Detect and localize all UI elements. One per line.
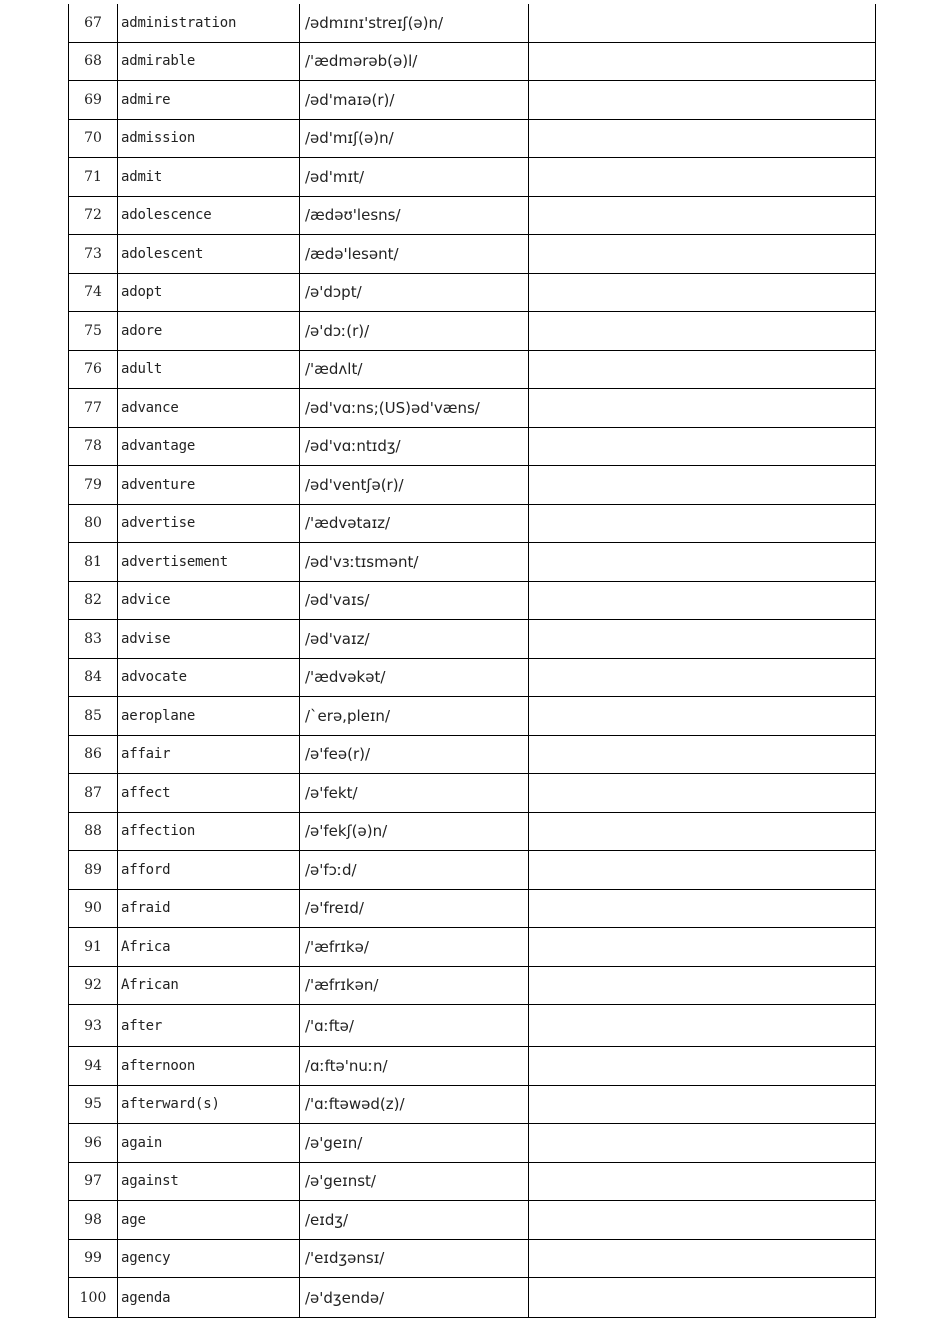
row-pronunciation: /ə'feə(r)/ bbox=[300, 735, 529, 774]
row-notes bbox=[529, 1201, 876, 1240]
row-pronunciation: /ə'geɪn/ bbox=[300, 1124, 529, 1163]
table-row bbox=[69, 889, 876, 928]
row-number: 72 bbox=[69, 196, 118, 235]
row-number: 85 bbox=[69, 697, 118, 736]
row-notes bbox=[529, 4, 876, 42]
row-word: agenda bbox=[118, 1278, 300, 1318]
row-notes bbox=[529, 697, 876, 736]
row-pronunciation: /əd'vaɪs/ bbox=[300, 581, 529, 620]
row-notes bbox=[529, 196, 876, 235]
row-notes bbox=[529, 1124, 876, 1163]
row-number: 74 bbox=[69, 273, 118, 312]
row-word: advice bbox=[118, 581, 300, 620]
row-word: aeroplane bbox=[118, 697, 300, 736]
row-notes bbox=[529, 928, 876, 967]
row-word: after bbox=[118, 1005, 300, 1047]
row-notes bbox=[529, 851, 876, 890]
row-word: advertisement bbox=[118, 543, 300, 582]
row-word: again bbox=[118, 1124, 300, 1163]
row-number: 97 bbox=[69, 1162, 118, 1201]
table-row bbox=[69, 928, 876, 967]
row-pronunciation: /'ɑːftəwəd(z)/ bbox=[300, 1085, 529, 1124]
table-row bbox=[69, 312, 876, 351]
row-pronunciation: /'ædʌlt/ bbox=[300, 350, 529, 389]
table-row bbox=[69, 966, 876, 1005]
row-notes bbox=[529, 119, 876, 158]
row-number: 84 bbox=[69, 658, 118, 697]
row-pronunciation: /əd'vɑːns;(US)əd'væns/ bbox=[300, 389, 529, 428]
row-notes bbox=[529, 966, 876, 1005]
row-number: 77 bbox=[69, 389, 118, 428]
row-word: agency bbox=[118, 1239, 300, 1278]
table-row bbox=[69, 851, 876, 890]
row-notes bbox=[529, 42, 876, 81]
table-row bbox=[69, 466, 876, 505]
row-number: 79 bbox=[69, 466, 118, 505]
row-pronunciation: /'æfrɪkə/ bbox=[300, 928, 529, 967]
row-pronunciation: /ˋerə,pleɪn/ bbox=[300, 697, 529, 736]
row-word: adolescent bbox=[118, 235, 300, 274]
row-number: 68 bbox=[69, 42, 118, 81]
table-row bbox=[69, 774, 876, 813]
row-notes bbox=[529, 658, 876, 697]
row-notes bbox=[529, 1239, 876, 1278]
table-row bbox=[69, 235, 876, 274]
row-word: African bbox=[118, 966, 300, 1005]
row-notes bbox=[529, 312, 876, 351]
row-pronunciation: /əd'mɪʃ(ə)n/ bbox=[300, 119, 529, 158]
row-word: admire bbox=[118, 81, 300, 120]
row-word: advantage bbox=[118, 427, 300, 466]
row-notes bbox=[529, 158, 876, 197]
row-pronunciation: /ə'dɔː(r)/ bbox=[300, 312, 529, 351]
row-number: 67 bbox=[69, 4, 118, 42]
row-word: affect bbox=[118, 774, 300, 813]
row-notes bbox=[529, 389, 876, 428]
row-pronunciation: /'ædvəkət/ bbox=[300, 658, 529, 697]
table-row bbox=[69, 1201, 876, 1240]
row-pronunciation: /ə'freɪd/ bbox=[300, 889, 529, 928]
row-number: 90 bbox=[69, 889, 118, 928]
row-word: affection bbox=[118, 812, 300, 851]
row-word: adult bbox=[118, 350, 300, 389]
row-word: admit bbox=[118, 158, 300, 197]
row-pronunciation: /'ɑːftə/ bbox=[300, 1005, 529, 1047]
row-number: 81 bbox=[69, 543, 118, 582]
table-row bbox=[69, 81, 876, 120]
row-number: 99 bbox=[69, 1239, 118, 1278]
row-pronunciation: /ɑːftə'nuːn/ bbox=[300, 1047, 529, 1086]
row-word: admission bbox=[118, 119, 300, 158]
vocabulary-table bbox=[68, 4, 876, 1318]
row-pronunciation: /ə'fekʃ(ə)n/ bbox=[300, 812, 529, 851]
row-notes bbox=[529, 1047, 876, 1086]
row-number: 71 bbox=[69, 158, 118, 197]
row-notes bbox=[529, 235, 876, 274]
row-pronunciation: /ə'fekt/ bbox=[300, 774, 529, 813]
row-pronunciation: /əd'vɜːtɪsmənt/ bbox=[300, 543, 529, 582]
row-number: 88 bbox=[69, 812, 118, 851]
table-row bbox=[69, 1047, 876, 1086]
row-pronunciation: /əd'vaɪz/ bbox=[300, 620, 529, 659]
row-number: 69 bbox=[69, 81, 118, 120]
table-row bbox=[69, 581, 876, 620]
table-row bbox=[69, 658, 876, 697]
row-word: adolescence bbox=[118, 196, 300, 235]
row-number: 96 bbox=[69, 1124, 118, 1163]
row-number: 92 bbox=[69, 966, 118, 1005]
row-notes bbox=[529, 581, 876, 620]
row-number: 82 bbox=[69, 581, 118, 620]
row-word: afterward(s) bbox=[118, 1085, 300, 1124]
row-notes bbox=[529, 812, 876, 851]
table-row bbox=[69, 350, 876, 389]
row-notes bbox=[529, 466, 876, 505]
row-word: advise bbox=[118, 620, 300, 659]
row-pronunciation: /ə'dʒendə/ bbox=[300, 1278, 529, 1318]
table-row bbox=[69, 427, 876, 466]
row-pronunciation: /'æfrɪkən/ bbox=[300, 966, 529, 1005]
row-number: 86 bbox=[69, 735, 118, 774]
row-notes bbox=[529, 620, 876, 659]
row-word: afternoon bbox=[118, 1047, 300, 1086]
table-row bbox=[69, 697, 876, 736]
row-pronunciation: /ædəʊ'lesns/ bbox=[300, 196, 529, 235]
row-notes bbox=[529, 1278, 876, 1318]
row-notes bbox=[529, 427, 876, 466]
row-pronunciation: /eɪdʒ/ bbox=[300, 1201, 529, 1240]
row-word: adopt bbox=[118, 273, 300, 312]
table-row bbox=[69, 1162, 876, 1201]
table-row bbox=[69, 812, 876, 851]
table-row bbox=[69, 196, 876, 235]
row-word: adore bbox=[118, 312, 300, 351]
row-number: 75 bbox=[69, 312, 118, 351]
row-number: 93 bbox=[69, 1005, 118, 1047]
row-pronunciation: /ædə'lesənt/ bbox=[300, 235, 529, 274]
row-word: affair bbox=[118, 735, 300, 774]
table-row bbox=[69, 42, 876, 81]
row-notes bbox=[529, 735, 876, 774]
row-word: adventure bbox=[118, 466, 300, 505]
row-number: 100 bbox=[69, 1278, 118, 1318]
row-pronunciation: /əd'maɪə(r)/ bbox=[300, 81, 529, 120]
row-notes bbox=[529, 543, 876, 582]
row-word: against bbox=[118, 1162, 300, 1201]
table-row bbox=[69, 119, 876, 158]
vocabulary-table-body bbox=[69, 4, 876, 1318]
row-word: Africa bbox=[118, 928, 300, 967]
row-word: age bbox=[118, 1201, 300, 1240]
row-pronunciation: /ədmɪnɪ'streɪʃ(ə)n/ bbox=[300, 4, 529, 42]
row-number: 83 bbox=[69, 620, 118, 659]
row-number: 95 bbox=[69, 1085, 118, 1124]
row-notes bbox=[529, 350, 876, 389]
row-notes bbox=[529, 1162, 876, 1201]
row-number: 91 bbox=[69, 928, 118, 967]
row-number: 94 bbox=[69, 1047, 118, 1086]
row-word: advance bbox=[118, 389, 300, 428]
table-row bbox=[69, 735, 876, 774]
row-notes bbox=[529, 504, 876, 543]
row-number: 70 bbox=[69, 119, 118, 158]
row-notes bbox=[529, 889, 876, 928]
row-pronunciation: /ə'fɔːd/ bbox=[300, 851, 529, 890]
row-pronunciation: /əd'ventʃə(r)/ bbox=[300, 466, 529, 505]
row-word: afford bbox=[118, 851, 300, 890]
table-row bbox=[69, 1085, 876, 1124]
table-row bbox=[69, 4, 876, 42]
row-pronunciation: /ə'dɔpt/ bbox=[300, 273, 529, 312]
table-row bbox=[69, 1239, 876, 1278]
row-notes bbox=[529, 273, 876, 312]
row-pronunciation: /'ædvətaɪz/ bbox=[300, 504, 529, 543]
table-row bbox=[69, 1005, 876, 1047]
row-notes bbox=[529, 1085, 876, 1124]
row-notes bbox=[529, 81, 876, 120]
row-pronunciation: /'ædmərəb(ə)l/ bbox=[300, 42, 529, 81]
row-word: admirable bbox=[118, 42, 300, 81]
row-pronunciation: /əd'vɑːntɪdʒ/ bbox=[300, 427, 529, 466]
row-pronunciation: /'eɪdʒənsɪ/ bbox=[300, 1239, 529, 1278]
table-row bbox=[69, 620, 876, 659]
table-row bbox=[69, 543, 876, 582]
row-notes bbox=[529, 774, 876, 813]
table-row bbox=[69, 1278, 876, 1318]
row-pronunciation: /əd'mɪt/ bbox=[300, 158, 529, 197]
table-row bbox=[69, 158, 876, 197]
row-number: 80 bbox=[69, 504, 118, 543]
table-row bbox=[69, 389, 876, 428]
table-row bbox=[69, 1124, 876, 1163]
row-number: 87 bbox=[69, 774, 118, 813]
table-row bbox=[69, 273, 876, 312]
row-pronunciation: /ə'geɪnst/ bbox=[300, 1162, 529, 1201]
row-notes bbox=[529, 1005, 876, 1047]
row-word: advocate bbox=[118, 658, 300, 697]
row-number: 73 bbox=[69, 235, 118, 274]
row-word: administration bbox=[118, 4, 300, 42]
row-word: advertise bbox=[118, 504, 300, 543]
row-word: afraid bbox=[118, 889, 300, 928]
row-number: 78 bbox=[69, 427, 118, 466]
row-number: 98 bbox=[69, 1201, 118, 1240]
row-number: 89 bbox=[69, 851, 118, 890]
row-number: 76 bbox=[69, 350, 118, 389]
table-row bbox=[69, 504, 876, 543]
